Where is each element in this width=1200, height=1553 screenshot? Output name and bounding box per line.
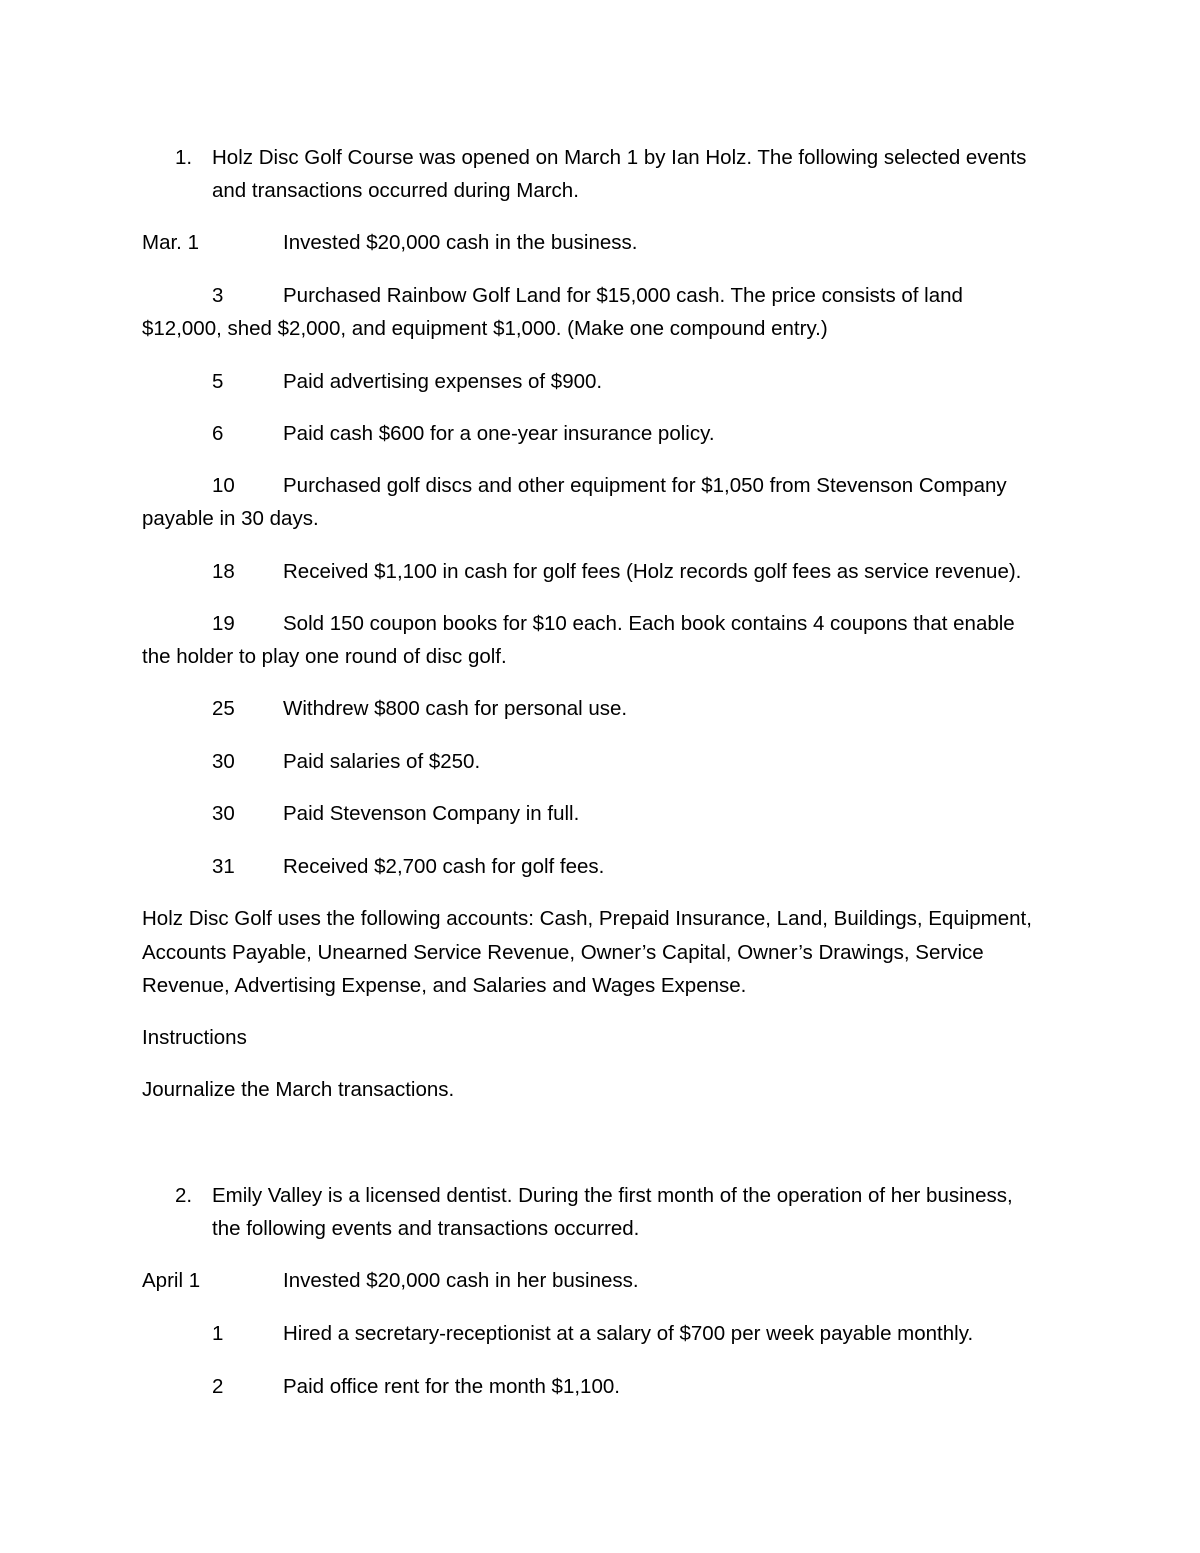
- accounts-line-2: Accounts Payable, Unearned Service Revenue, Owner’s Capital, Owner’s Drawings, Service: [142, 941, 984, 964]
- transaction-text: Withdrew $800 cash for personal use.: [283, 697, 628, 720]
- transaction-text: Hired a secretary-receptionist at a salary of $700 per week payable monthly.: [283, 1322, 974, 1345]
- transaction-text: Invested $20,000 cash in her business.: [283, 1269, 639, 1292]
- accounts-line-3: Revenue, Advertising Expense, and Salaries and Wages Expense.: [142, 974, 747, 997]
- instructions-heading: Instructions: [142, 1026, 247, 1049]
- problem-2-intro-line-2: the following events and transactions occurred.: [212, 1217, 640, 1240]
- transaction-date: 25: [212, 697, 235, 720]
- transaction-date: 10: [212, 474, 235, 497]
- transaction-text: Paid advertising expenses of $900.: [283, 370, 603, 393]
- transaction-date: 5: [212, 370, 224, 393]
- accounts-line-1: Holz Disc Golf uses the following accounts: Cash, Prepaid Insurance, Land, Buildings, Equipment,: [142, 907, 1032, 930]
- problem-2-number: 2.: [175, 1184, 193, 1207]
- transaction-date: 1: [212, 1322, 224, 1345]
- transaction-date: 31: [212, 855, 235, 878]
- transaction-text: Paid salaries of $250.: [283, 750, 481, 773]
- transaction-date: April 1: [142, 1269, 201, 1292]
- instructions-text: Journalize the March transactions.: [142, 1078, 455, 1101]
- problem-1-number: 1.: [175, 146, 193, 169]
- transaction-date: 30: [212, 750, 235, 773]
- problem-2-intro-line-1: Emily Valley is a licensed dentist. During the first month of the operation of her business,: [212, 1184, 1013, 1207]
- problem-1-intro-line-2: and transactions occurred during March.: [212, 179, 579, 202]
- transaction-date: 3: [212, 284, 224, 307]
- problem-1-intro-line-1: Holz Disc Golf Course was opened on March 1 by Ian Holz. The following selected events: [212, 146, 1027, 169]
- transaction-text: Purchased golf discs and other equipment for $1,050 from Stevenson Company: [283, 474, 1007, 497]
- transaction-date: 18: [212, 560, 235, 583]
- transaction-text: Purchased Rainbow Golf Land for $15,000 cash. The price consists of land: [283, 284, 963, 307]
- transaction-date: Mar. 1: [142, 231, 199, 254]
- transaction-text-continued: the holder to play one round of disc golf.: [142, 645, 507, 668]
- transaction-date: 19: [212, 612, 235, 635]
- transaction-date: 6: [212, 422, 224, 445]
- transaction-date: 30: [212, 802, 235, 825]
- transaction-text: Received $1,100 in cash for golf fees (Holz records golf fees as service revenue).: [283, 560, 1022, 583]
- transaction-text: Invested $20,000 cash in the business.: [283, 231, 638, 254]
- transaction-text: Paid cash $600 for a one-year insurance policy.: [283, 422, 715, 445]
- transaction-text: Sold 150 coupon books for $10 each. Each book contains 4 coupons that enable: [283, 612, 1015, 635]
- transaction-text-continued: payable in 30 days.: [142, 507, 319, 530]
- transaction-text: Paid Stevenson Company in full.: [283, 802, 580, 825]
- transaction-text: Received $2,700 cash for golf fees.: [283, 855, 605, 878]
- transaction-text: Paid office rent for the month $1,100.: [283, 1375, 620, 1398]
- transaction-text-continued: $12,000, shed $2,000, and equipment $1,000. (Make one compound entry.): [142, 317, 828, 340]
- transaction-date: 2: [212, 1375, 224, 1398]
